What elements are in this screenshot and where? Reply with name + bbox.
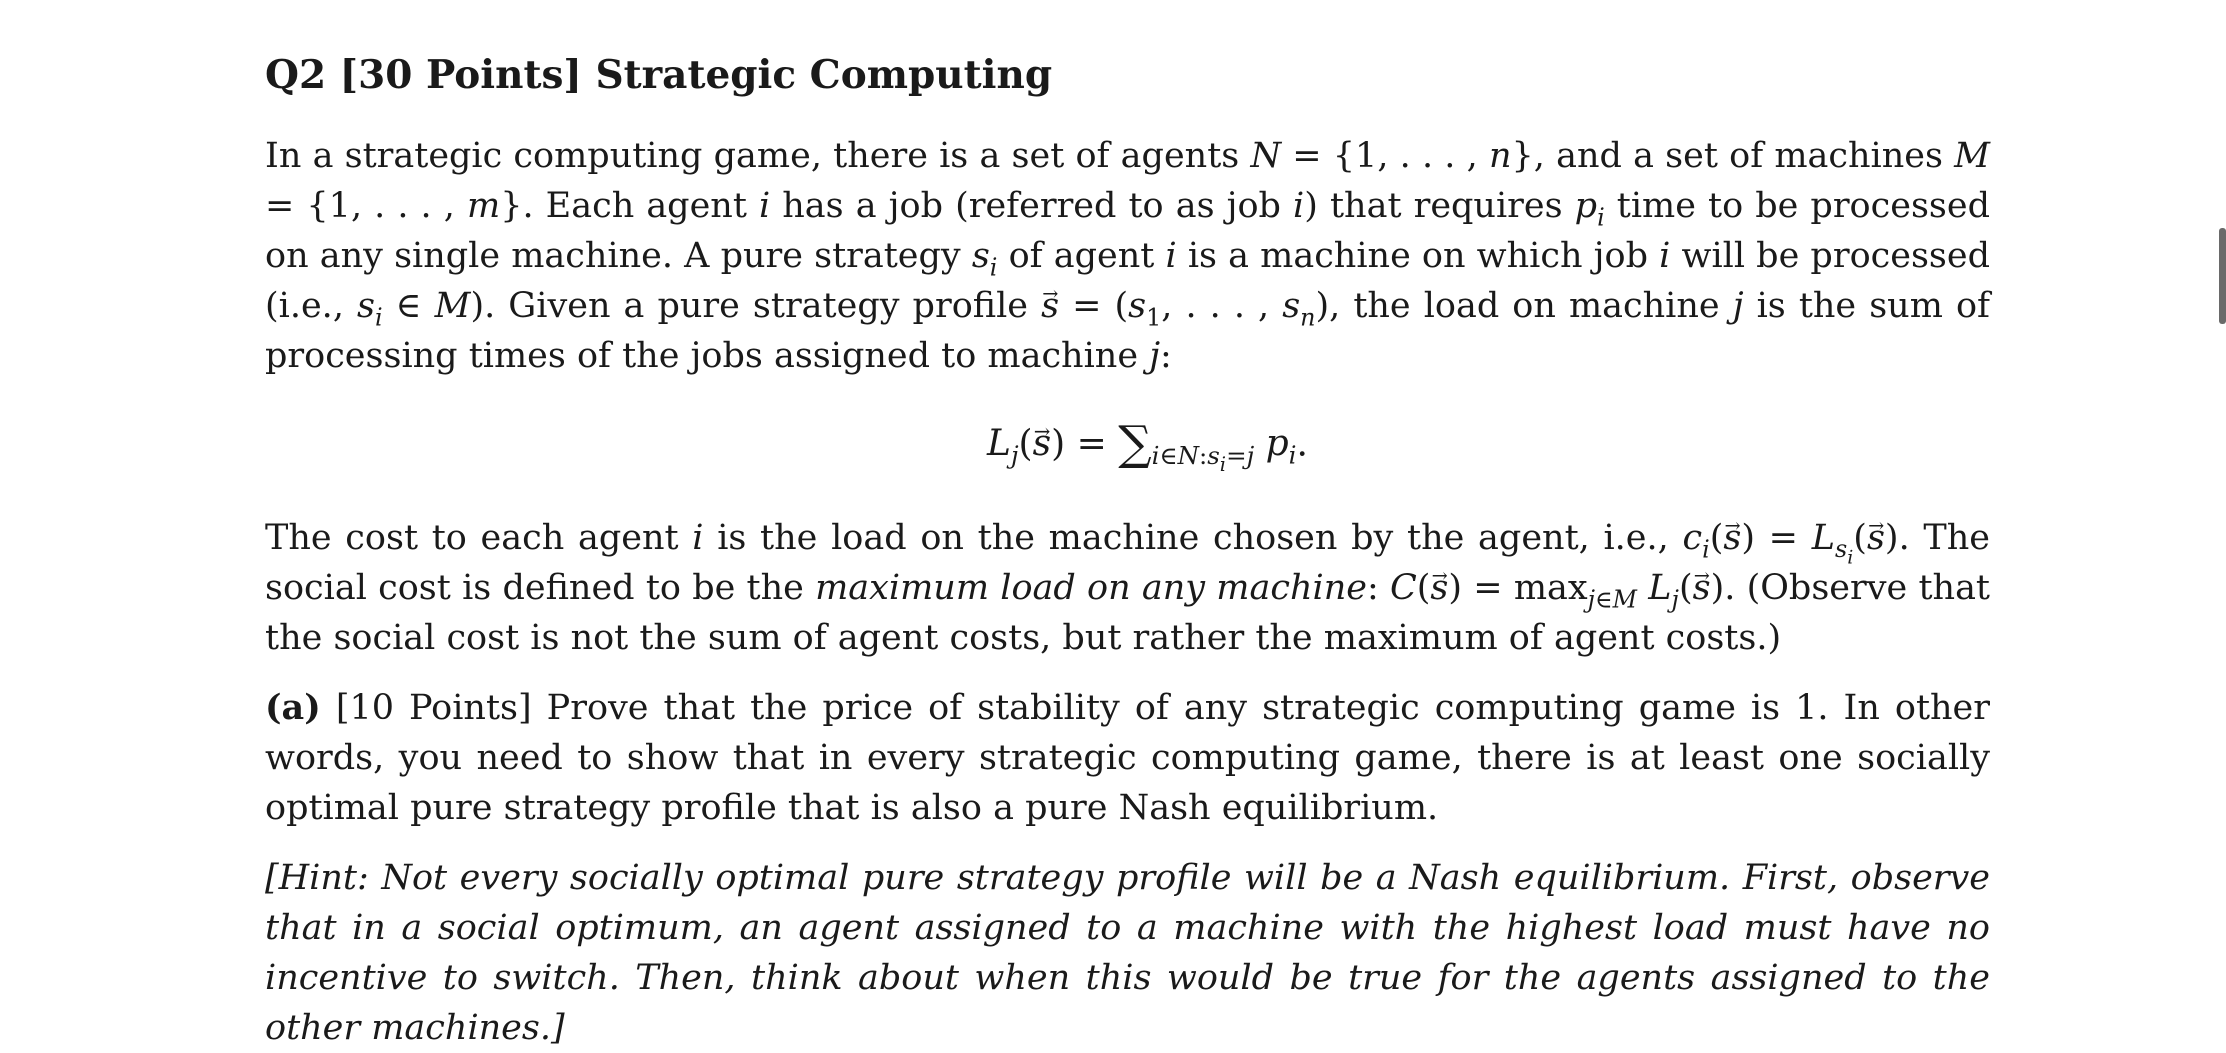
hint-paragraph: [Hint: Not every socially optimal pure strategy profile will be a Nash equilibrium. First, observe that in a social optimum, an agent assigned to a machine with the highest load must have no incentive to switch. Then, think about when this would be true for the agents assigned to the other machines.]: [265, 858, 1990, 1049]
part-a-paragraph: (a) [10 Points] Prove that the price of stability of any strategic computing game is 1. In other words, you need to show that in every strategic computing game, there is at least one socially optimal pure strategy profile that is also a pure Nash equilibrium.: [265, 687, 1991, 829]
scrollbar-thumb[interactable]: [2219, 228, 2226, 324]
load-equation: $L_j(\to s) = \sum_{i\in N:s_i=j}$ $p_i$.: [265, 419, 1990, 469]
emphasis-text: maximum load on any machine: [815, 568, 1367, 609]
cost-paragraph: The cost to each agent i is the load on the machine chosen by the agent, i.e., $c_i(\to s) = L_{s_i}(\to s)$. The social cost is defined to be the maximum load on any machine: $C(\to s) = \max_{j\in M} L_j(\to s)$. (Observe that the social cost is not the sum of agent costs, but rather the maximum of agent costs.): [265, 513, 1990, 663]
question-title: Q2 [30 Points] Strategic Computing: [265, 52, 1053, 98]
document-page: [265, 52, 1990, 1053]
part-a-label: (a): [265, 687, 321, 729]
intro-paragraph: In a strategic computing game, there is a set of agents N = {1, . . . , n}, and a set of machines M = {1, . . . , m}. Each agent i has a job (referred to as job i) that requires $p_i$ time to be processed on any single machine. A pure strategy $s_i$ of agent i is a machine on which job i will be processed (i.e., $s_i$ ∈ M). Given a pure strategy profile → $s = (s_1$, . . . , $s_n$), the load on machine j is the sum of processing times of the jobs assigned to machine j:: [265, 131, 1990, 381]
